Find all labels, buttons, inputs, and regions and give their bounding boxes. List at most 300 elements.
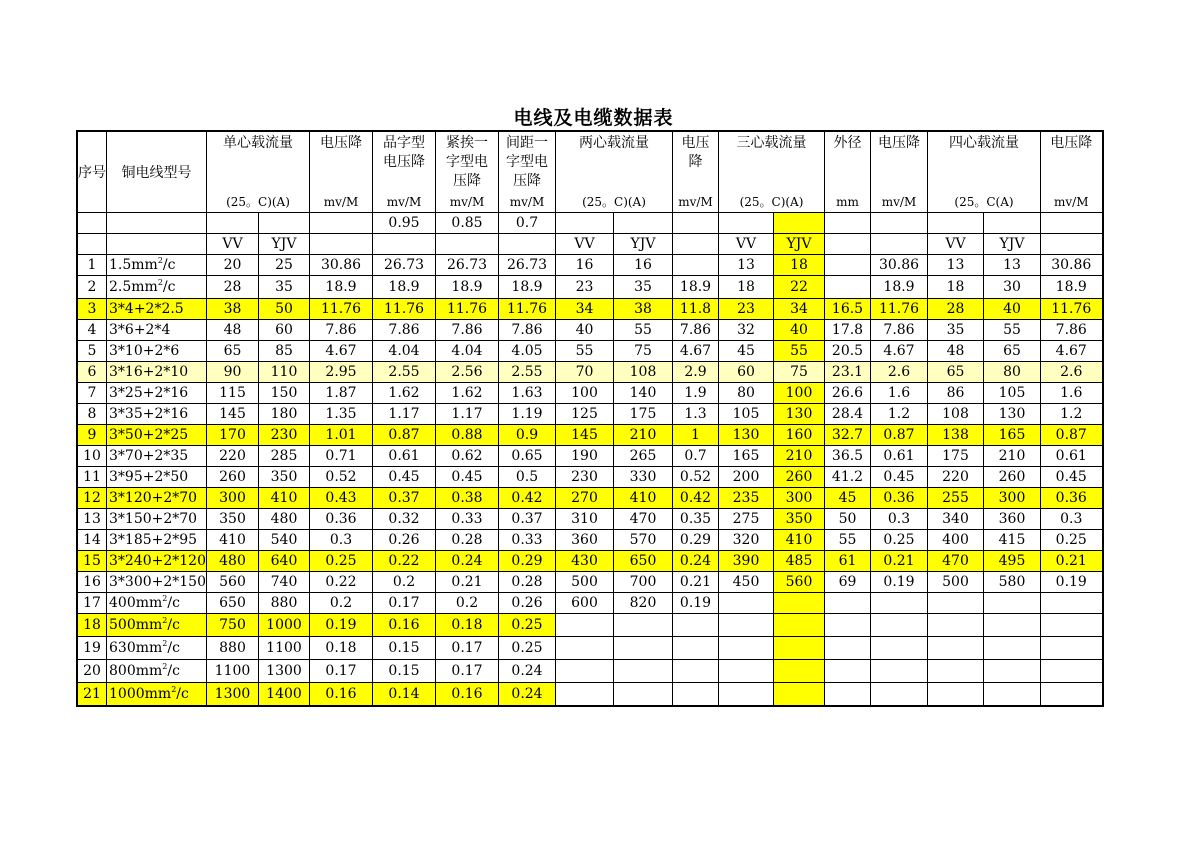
data-cell: 4.67 <box>1041 341 1103 362</box>
row-number: 4 <box>77 320 107 341</box>
col-two-cap: 两心载流量 (25。C)(A) <box>556 131 673 213</box>
data-cell: 0.21 <box>673 572 719 593</box>
data-cell: 130 <box>719 425 774 446</box>
data-cell: 85 <box>259 341 310 362</box>
table-row <box>77 660 1103 683</box>
data-cell: 7.86 <box>499 320 556 341</box>
data-cell: 0.17 <box>436 637 499 660</box>
data-cell: 145 <box>207 404 259 425</box>
data-cell: 55 <box>614 320 673 341</box>
data-cell: 26.6 <box>825 383 871 404</box>
data-cell: 0.14 <box>373 683 436 707</box>
sub-vv: VV <box>719 234 774 255</box>
col-four-cap: 四心载流量 (25。C(A) <box>928 131 1041 213</box>
data-cell: 390 <box>719 551 774 572</box>
data-cell: 0.61 <box>1041 446 1103 467</box>
cable-model: 3*50+2*25 <box>107 425 207 446</box>
cable-data-table <box>76 130 1104 707</box>
data-cell <box>774 683 825 707</box>
data-cell: 210 <box>984 446 1041 467</box>
row-number: 19 <box>77 637 107 660</box>
data-cell: 265 <box>614 446 673 467</box>
data-cell: 220 <box>207 446 259 467</box>
data-cell: 0.37 <box>499 509 556 530</box>
data-cell: 0.35 <box>673 509 719 530</box>
data-cell: 7.86 <box>373 320 436 341</box>
table-row <box>77 341 1103 362</box>
data-cell: 13 <box>928 255 984 276</box>
cable-model: 3*10+2*6 <box>107 341 207 362</box>
cable-model: $800mm^2/c$ <box>107 660 207 683</box>
data-cell: 500 <box>556 572 614 593</box>
col-three-vdrop: 电压降 mv/M <box>871 131 928 213</box>
data-cell: 55 <box>984 320 1041 341</box>
cable-model: $630mm^2/c$ <box>107 637 207 660</box>
data-cell: 560 <box>774 572 825 593</box>
data-cell: 210 <box>774 446 825 467</box>
col-pin-vdrop: 品字型 电压降 mv/M <box>373 131 436 213</box>
data-cell <box>719 614 774 637</box>
data-cell: 400 <box>928 530 984 551</box>
cable-model: 3*35+2*16 <box>107 404 207 425</box>
data-cell: 0.9 <box>499 425 556 446</box>
data-cell: 18.9 <box>871 276 928 299</box>
data-cell: 880 <box>259 593 310 614</box>
row-number: 12 <box>77 488 107 509</box>
data-cell: 0.2 <box>310 593 373 614</box>
subheader-row <box>77 234 1103 255</box>
data-cell: 220 <box>928 467 984 488</box>
data-cell: 0.29 <box>499 551 556 572</box>
col-jinai-vdrop: 紧挨一 字型电 压降 mv/M <box>436 131 499 213</box>
data-cell: 11.76 <box>1041 299 1103 320</box>
data-cell <box>928 614 984 637</box>
table-row <box>77 404 1103 425</box>
table-row <box>77 614 1103 637</box>
data-cell <box>825 614 871 637</box>
data-cell: 48 <box>207 320 259 341</box>
data-cell: 500 <box>928 572 984 593</box>
data-cell: 7.86 <box>871 320 928 341</box>
data-cell: 0.26 <box>373 530 436 551</box>
data-cell: 18.9 <box>373 276 436 299</box>
sub-vv: VV <box>928 234 984 255</box>
data-cell: 0.42 <box>673 488 719 509</box>
data-cell: 0.29 <box>673 530 719 551</box>
table-row <box>77 276 1103 299</box>
data-cell: 235 <box>719 488 774 509</box>
data-cell: 1300 <box>259 660 310 683</box>
data-cell: 0.28 <box>499 572 556 593</box>
data-cell: 60 <box>719 362 774 383</box>
data-cell: 0.15 <box>373 637 436 660</box>
data-cell: 1.19 <box>499 404 556 425</box>
data-cell: 260 <box>984 467 1041 488</box>
data-cell: 430 <box>556 551 614 572</box>
data-cell <box>1041 660 1103 683</box>
col-vdrop: 电压降 mv/M <box>310 131 373 213</box>
data-cell <box>825 593 871 614</box>
data-cell: 0.65 <box>499 446 556 467</box>
data-cell: 0.36 <box>310 509 373 530</box>
data-cell: 26.73 <box>436 255 499 276</box>
table-row <box>77 488 1103 509</box>
data-cell: 13 <box>984 255 1041 276</box>
data-cell: 2.56 <box>436 362 499 383</box>
data-cell: 340 <box>928 509 984 530</box>
data-cell: 108 <box>614 362 673 383</box>
data-cell: 28 <box>207 276 259 299</box>
table-row <box>77 362 1103 383</box>
data-cell: 55 <box>774 341 825 362</box>
data-cell: 4.05 <box>499 341 556 362</box>
data-cell: 55 <box>825 530 871 551</box>
data-cell: 1000 <box>259 614 310 637</box>
cable-model: $2.5mm^2/c$ <box>107 276 207 299</box>
data-cell: 450 <box>719 572 774 593</box>
data-cell: 1.62 <box>436 383 499 404</box>
data-cell: 260 <box>207 467 259 488</box>
data-cell: 275 <box>719 509 774 530</box>
data-cell: 75 <box>774 362 825 383</box>
data-cell: 145 <box>556 425 614 446</box>
table-row <box>77 572 1103 593</box>
data-cell: 570 <box>614 530 673 551</box>
data-cell: 11.76 <box>436 299 499 320</box>
data-cell <box>614 637 673 660</box>
data-cell: 4.04 <box>436 341 499 362</box>
page-title: 电线及电缆数据表 <box>513 107 674 129</box>
data-cell: 65 <box>207 341 259 362</box>
data-cell: 150 <box>259 383 310 404</box>
data-cell <box>719 637 774 660</box>
data-cell: 110 <box>259 362 310 383</box>
data-cell: 86 <box>928 383 984 404</box>
data-cell <box>774 637 825 660</box>
data-cell: 0.25 <box>1041 530 1103 551</box>
data-cell: 650 <box>207 593 259 614</box>
row-number: 16 <box>77 572 107 593</box>
data-cell <box>928 683 984 707</box>
data-cell: 255 <box>928 488 984 509</box>
data-cell <box>719 593 774 614</box>
data-cell <box>1041 593 1103 614</box>
data-cell: 0.2 <box>373 572 436 593</box>
table-row <box>77 637 1103 660</box>
data-cell: 0.24 <box>499 683 556 707</box>
data-cell: 0.36 <box>1041 488 1103 509</box>
data-cell: 140 <box>614 383 673 404</box>
data-cell <box>825 255 871 276</box>
data-cell: 360 <box>556 530 614 551</box>
data-cell: 1.3 <box>673 404 719 425</box>
row-number: 11 <box>77 467 107 488</box>
data-cell: 28 <box>928 299 984 320</box>
data-cell: 0.88 <box>436 425 499 446</box>
data-cell: 11.76 <box>871 299 928 320</box>
data-cell: 0.33 <box>436 509 499 530</box>
data-cell: 11.76 <box>499 299 556 320</box>
data-cell: 34 <box>774 299 825 320</box>
data-cell: 108 <box>928 404 984 425</box>
data-cell: 0.3 <box>310 530 373 551</box>
data-cell: 0.71 <box>310 446 373 467</box>
table-row <box>77 683 1103 707</box>
data-cell: 80 <box>719 383 774 404</box>
data-cell: 330 <box>614 467 673 488</box>
data-cell: 1 <box>673 425 719 446</box>
data-cell <box>673 660 719 683</box>
col-two-vdrop: 电压 降 mv/M <box>673 131 719 213</box>
data-cell: 7.86 <box>310 320 373 341</box>
data-cell: 1.9 <box>673 383 719 404</box>
data-cell: 115 <box>207 383 259 404</box>
data-cell: 65 <box>928 362 984 383</box>
data-cell: 0.24 <box>499 660 556 683</box>
data-cell: 16 <box>556 255 614 276</box>
data-cell <box>614 660 673 683</box>
data-cell: 1.87 <box>310 383 373 404</box>
col-seq: 序号 <box>77 131 107 213</box>
data-cell: 30 <box>984 276 1041 299</box>
data-cell: 50 <box>825 509 871 530</box>
data-cell: 105 <box>984 383 1041 404</box>
data-cell: 1.63 <box>499 383 556 404</box>
data-cell: 65 <box>984 341 1041 362</box>
data-cell: 0.45 <box>1041 467 1103 488</box>
data-cell: 32 <box>719 320 774 341</box>
data-cell: 11.76 <box>310 299 373 320</box>
factor-jinai: 0.85 <box>436 213 499 234</box>
data-cell: 0.87 <box>1041 425 1103 446</box>
data-cell: 0.17 <box>310 660 373 683</box>
data-cell: 2.6 <box>871 362 928 383</box>
data-cell: 17.8 <box>825 320 871 341</box>
data-cell: 0.22 <box>310 572 373 593</box>
row-number: 8 <box>77 404 107 425</box>
data-cell <box>673 614 719 637</box>
data-cell: 23.1 <box>825 362 871 383</box>
col-three-cap: 三心载流量 (25。C)(A) <box>719 131 825 213</box>
data-cell: 30.86 <box>310 255 373 276</box>
data-cell: 40 <box>774 320 825 341</box>
data-cell: 7.86 <box>436 320 499 341</box>
row-number: 18 <box>77 614 107 637</box>
data-cell: 0.25 <box>499 614 556 637</box>
data-cell: 0.62 <box>436 446 499 467</box>
data-cell: 4.04 <box>373 341 436 362</box>
data-cell: 485 <box>774 551 825 572</box>
data-cell: 18.9 <box>1041 276 1103 299</box>
row-number: 21 <box>77 683 107 707</box>
data-cell <box>556 637 614 660</box>
row-number: 1 <box>77 255 107 276</box>
data-cell: 600 <box>556 593 614 614</box>
data-cell: 160 <box>774 425 825 446</box>
data-cell: 4.67 <box>871 341 928 362</box>
data-cell: 0.43 <box>310 488 373 509</box>
data-cell <box>871 683 928 707</box>
data-cell: 0.16 <box>436 683 499 707</box>
sub-vv: VV <box>207 234 259 255</box>
data-cell: 1.17 <box>373 404 436 425</box>
row-number: 9 <box>77 425 107 446</box>
data-cell: 0.45 <box>871 467 928 488</box>
data-cell: 210 <box>614 425 673 446</box>
row-number: 17 <box>77 593 107 614</box>
data-cell: 410 <box>774 530 825 551</box>
data-cell: 18.9 <box>310 276 373 299</box>
data-cell: 0.61 <box>871 446 928 467</box>
data-cell: 70 <box>556 362 614 383</box>
data-cell: 100 <box>556 383 614 404</box>
data-cell <box>928 593 984 614</box>
data-cell: 200 <box>719 467 774 488</box>
data-cell: 4.67 <box>673 341 719 362</box>
data-cell: 36.5 <box>825 446 871 467</box>
data-cell: 1.6 <box>871 383 928 404</box>
data-cell: 0.37 <box>373 488 436 509</box>
data-cell: 180 <box>259 404 310 425</box>
data-cell: 170 <box>207 425 259 446</box>
data-cell: 38 <box>207 299 259 320</box>
data-cell <box>1041 614 1103 637</box>
data-cell <box>1041 637 1103 660</box>
table-row <box>77 509 1103 530</box>
data-cell: 18.9 <box>499 276 556 299</box>
data-cell: 0.87 <box>373 425 436 446</box>
data-cell: 175 <box>614 404 673 425</box>
data-cell: 415 <box>984 530 1041 551</box>
data-cell: 75 <box>614 341 673 362</box>
data-cell: 0.52 <box>673 467 719 488</box>
data-cell: 125 <box>556 404 614 425</box>
data-cell: 26.73 <box>373 255 436 276</box>
data-cell: 300 <box>774 488 825 509</box>
data-cell: 190 <box>556 446 614 467</box>
factor-row <box>77 213 1103 234</box>
row-number: 20 <box>77 660 107 683</box>
data-cell: 23 <box>719 299 774 320</box>
data-cell: 0.18 <box>310 637 373 660</box>
data-cell: 130 <box>984 404 1041 425</box>
data-cell: 0.87 <box>871 425 928 446</box>
table-row <box>77 320 1103 341</box>
col-jianju-vdrop: 间距一 字型电 压降 mv/M <box>499 131 556 213</box>
data-cell: 1100 <box>207 660 259 683</box>
sub-yjv: YJV <box>259 234 310 255</box>
data-cell: 2.55 <box>499 362 556 383</box>
row-number: 15 <box>77 551 107 572</box>
cable-model: 3*16+2*10 <box>107 362 207 383</box>
data-cell: 320 <box>719 530 774 551</box>
data-cell: 470 <box>928 551 984 572</box>
data-cell <box>825 637 871 660</box>
col-od: 外径 mm <box>825 131 871 213</box>
data-cell: 61 <box>825 551 871 572</box>
data-cell: 55 <box>556 341 614 362</box>
data-cell: 32.7 <box>825 425 871 446</box>
data-cell: 540 <box>259 530 310 551</box>
data-cell <box>556 660 614 683</box>
data-cell: 0.25 <box>310 551 373 572</box>
data-cell: 1.6 <box>1041 383 1103 404</box>
data-cell <box>774 593 825 614</box>
data-cell: 165 <box>719 446 774 467</box>
data-cell: 16 <box>614 255 673 276</box>
data-cell: 40 <box>556 320 614 341</box>
data-cell: 880 <box>207 637 259 660</box>
col-single-cap: 单心载流量 (25。C)(A) <box>207 131 310 213</box>
data-cell: 0.32 <box>373 509 436 530</box>
data-cell <box>614 614 673 637</box>
cable-model: 3*300+2*150 <box>107 572 207 593</box>
data-cell: 18.9 <box>673 276 719 299</box>
data-cell: 0.19 <box>673 593 719 614</box>
data-cell <box>556 614 614 637</box>
data-cell: 11.76 <box>373 299 436 320</box>
table-row <box>77 551 1103 572</box>
data-cell: 69 <box>825 572 871 593</box>
data-cell: 1100 <box>259 637 310 660</box>
data-cell: 20 <box>207 255 259 276</box>
data-cell: 41.2 <box>825 467 871 488</box>
col-model: 铜电线型号 <box>107 131 207 213</box>
header-row <box>77 131 1103 213</box>
data-cell: 1.62 <box>373 383 436 404</box>
data-cell: 35 <box>614 276 673 299</box>
data-cell: 260 <box>774 467 825 488</box>
data-cell: 34 <box>556 299 614 320</box>
data-cell: 50 <box>259 299 310 320</box>
data-cell: 105 <box>719 404 774 425</box>
data-cell: 0.19 <box>310 614 373 637</box>
row-number: 3 <box>77 299 107 320</box>
data-cell <box>673 637 719 660</box>
data-cell <box>928 660 984 683</box>
data-cell: 270 <box>556 488 614 509</box>
data-cell <box>871 593 928 614</box>
data-cell: 18.9 <box>436 276 499 299</box>
data-cell: 0.5 <box>499 467 556 488</box>
data-cell: 0.17 <box>436 660 499 683</box>
data-cell: 750 <box>207 614 259 637</box>
data-cell: 26.73 <box>499 255 556 276</box>
data-cell: 0.45 <box>436 467 499 488</box>
data-cell: 0.38 <box>436 488 499 509</box>
data-cell: 0.36 <box>871 488 928 509</box>
data-cell <box>984 660 1041 683</box>
data-cell: 0.42 <box>499 488 556 509</box>
data-cell: 18 <box>928 276 984 299</box>
data-cell <box>871 637 928 660</box>
data-cell: 7.86 <box>1041 320 1103 341</box>
data-cell: 138 <box>928 425 984 446</box>
data-cell: 7.86 <box>673 320 719 341</box>
data-cell: 100 <box>774 383 825 404</box>
row-number: 6 <box>77 362 107 383</box>
row-number: 14 <box>77 530 107 551</box>
sub-yjv: YJV <box>774 234 825 255</box>
data-cell: 0.45 <box>373 467 436 488</box>
data-cell: 1.2 <box>1041 404 1103 425</box>
data-cell: 580 <box>984 572 1041 593</box>
data-cell: 0.7 <box>673 446 719 467</box>
data-cell: 495 <box>984 551 1041 572</box>
table-row <box>77 446 1103 467</box>
cable-model: $500mm^2/c$ <box>107 614 207 637</box>
data-cell <box>673 683 719 707</box>
